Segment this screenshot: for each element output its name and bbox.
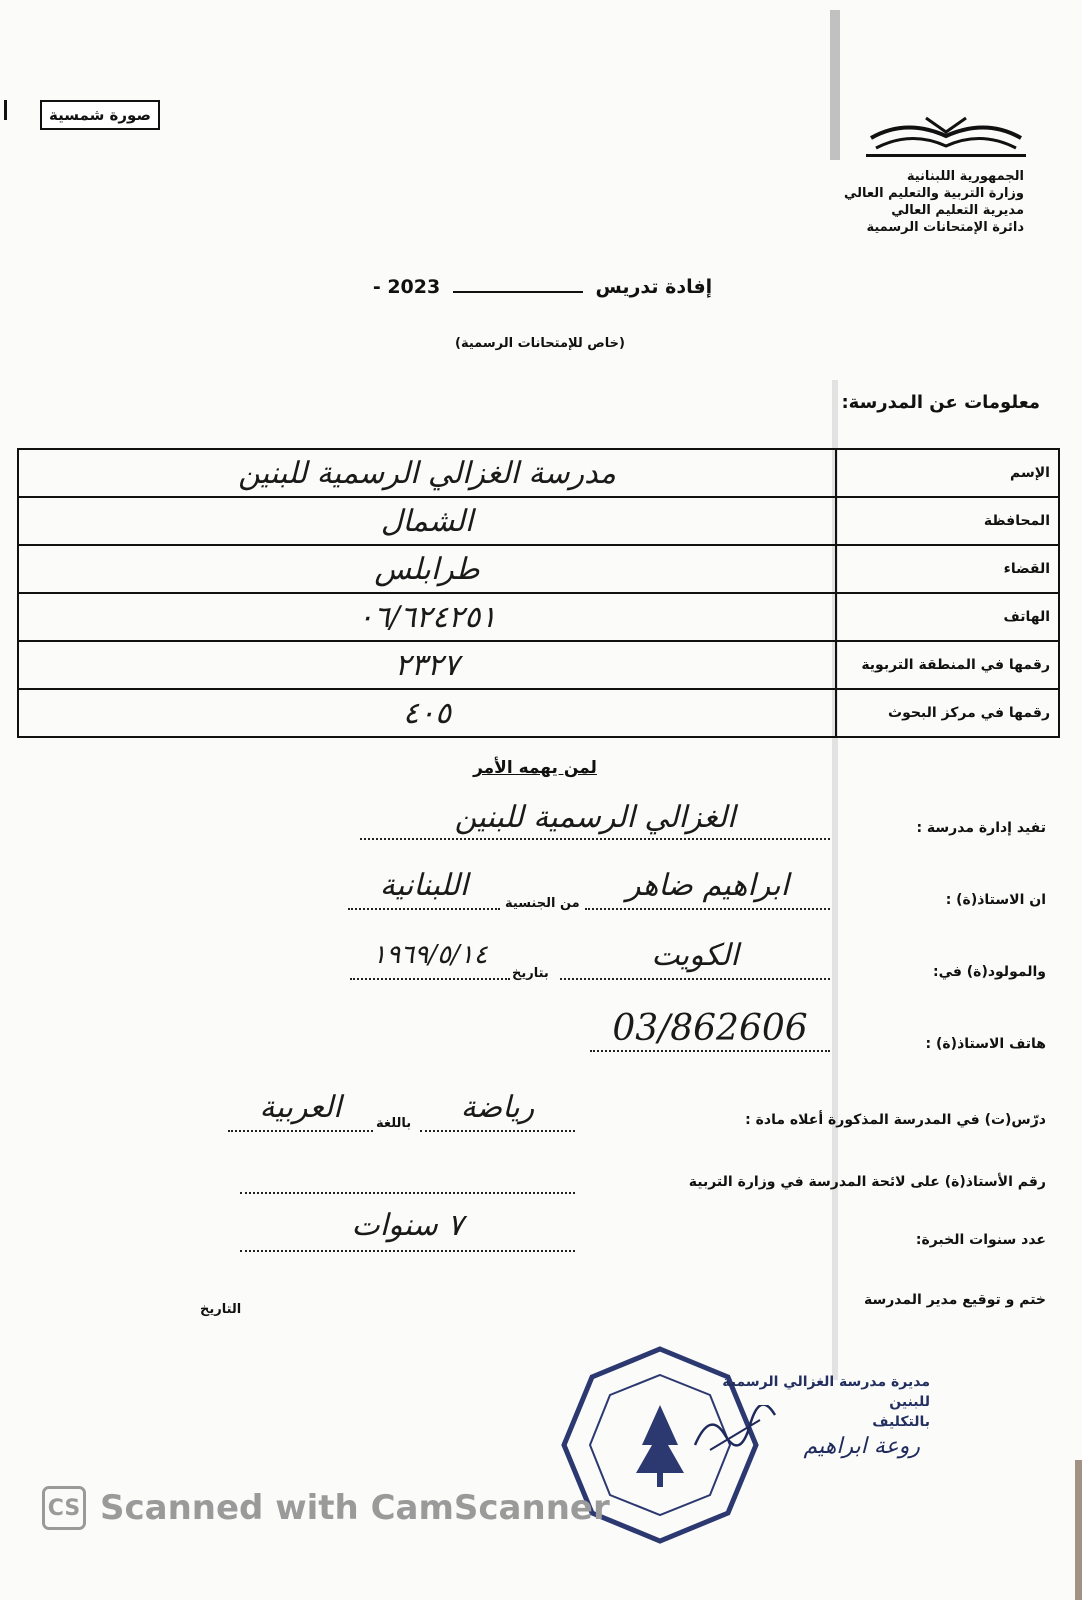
district-value: طرابلس — [18, 545, 836, 593]
experience-value: ٧ سنوات — [351, 1208, 464, 1243]
school-admin-label: تفيد إدارة مدرسة : — [916, 820, 1046, 836]
district-label: القضاء — [836, 545, 1059, 593]
date-field-label: التاريخ — [200, 1302, 242, 1317]
date-label: بتاريخ — [512, 966, 549, 981]
signature-label: ختم و توقيع مدير المدرسة — [863, 1292, 1046, 1308]
teacher-phone-label: هاتف الاستاذ(ة) : — [925, 1036, 1046, 1052]
governorate-label: المحافظة — [836, 497, 1059, 545]
header-line: وزارة التربية والتعليم العالي — [843, 186, 1024, 201]
school-admin-line — [360, 838, 830, 840]
teacher-value: ابراهيم ضاهر — [626, 868, 789, 903]
director-title-line: مديرة مدرسة الغزالي الرسمية للبنين — [722, 1374, 930, 1410]
taught-subject-label: درّس(ت) في المدرسة المذكورة أعلاه مادة : — [745, 1112, 1046, 1128]
header-line: دائرة الإمتحانات الرسمية — [866, 220, 1024, 235]
experience-label: عدد سنوات الخبرة: — [915, 1232, 1046, 1248]
nationality-value: اللبنانية — [379, 868, 469, 903]
photo-placeholder-box — [40, 100, 160, 130]
table-row — [18, 449, 1059, 497]
camscanner-logo-icon: CS — [42, 1486, 86, 1530]
region-number-label: رقمها في المنطقة التربوية — [836, 641, 1059, 689]
camscanner-watermark — [42, 1486, 610, 1530]
region-number-value: ٢٣٢٧ — [18, 641, 836, 689]
ministry-logo-icon — [866, 108, 1026, 164]
born-line — [560, 978, 830, 980]
header-line: الجمهورية اللبنانية — [906, 169, 1024, 184]
language-label: باللغة — [376, 1116, 412, 1131]
table-row — [18, 593, 1059, 641]
header-line: مديرية التعليم العالي — [891, 203, 1024, 218]
research-number-value: ٤٠٥ — [18, 689, 836, 737]
table-row — [18, 641, 1059, 689]
director-title-line: بالتكليف — [872, 1414, 930, 1430]
table-row — [18, 545, 1059, 593]
date-value: ١٩٦٩/٥/١٤ — [372, 940, 488, 970]
experience-line — [240, 1250, 575, 1252]
born-label: والمولود(ة) في: — [932, 964, 1046, 980]
teacher-phone-value: 03/862606 — [612, 1008, 808, 1049]
taught-subject-line — [420, 1130, 575, 1132]
year-blank — [453, 291, 583, 293]
to-whom-heading: لمن يهمه الأمر — [473, 758, 597, 778]
taught-subject-value: رياضة — [460, 1090, 535, 1125]
nationality-line — [348, 908, 500, 910]
teacher-phone-line — [590, 1050, 830, 1052]
governorate-value: الشمال — [18, 497, 836, 545]
phone-label: الهاتف — [836, 593, 1059, 641]
table-row — [18, 689, 1059, 737]
teacher-label: ان الاستاذ(ة) : — [945, 892, 1046, 908]
nationality-label: من الجنسية — [505, 896, 580, 911]
school-name-label: الإسم — [836, 449, 1059, 497]
school-section-title: معلومات عن المدرسة: — [841, 392, 1040, 413]
teacher-line — [585, 908, 830, 910]
language-value: العربية — [259, 1090, 342, 1125]
language-line — [228, 1130, 373, 1132]
signature-scribble-icon — [690, 1405, 780, 1455]
document-title — [370, 276, 715, 298]
photo-label: صورة شمسية — [49, 106, 151, 124]
phone-value: ٠٦/٦٢٤٢٥١ — [18, 593, 836, 641]
school-admin-value: الغزالي الرسمية للبنين — [454, 800, 736, 835]
teacher-number-label: رقم الأستاذ(ة) على لائحة المدرسة في وزارة التربية — [688, 1174, 1046, 1190]
document-subtitle: (خاص للإمتحانات الرسمية) — [455, 336, 625, 351]
school-info-table — [17, 448, 1060, 738]
ministry-header — [824, 168, 1024, 236]
title-year: 2023 - — [372, 276, 441, 298]
research-number-label: رقمها في مركز البحوث — [836, 689, 1059, 737]
table-row — [18, 497, 1059, 545]
teacher-number-line — [240, 1192, 575, 1194]
title-text: إفادة تدريس — [595, 276, 713, 298]
date-line — [350, 978, 510, 980]
born-value: الكويت — [651, 938, 739, 973]
school-name-value: مدرسة الغزالي الرسمية للبنين — [18, 449, 836, 497]
camscanner-text: Scanned with CamScanner — [100, 1488, 610, 1528]
director-name: روعة ابراهيم — [803, 1434, 920, 1459]
